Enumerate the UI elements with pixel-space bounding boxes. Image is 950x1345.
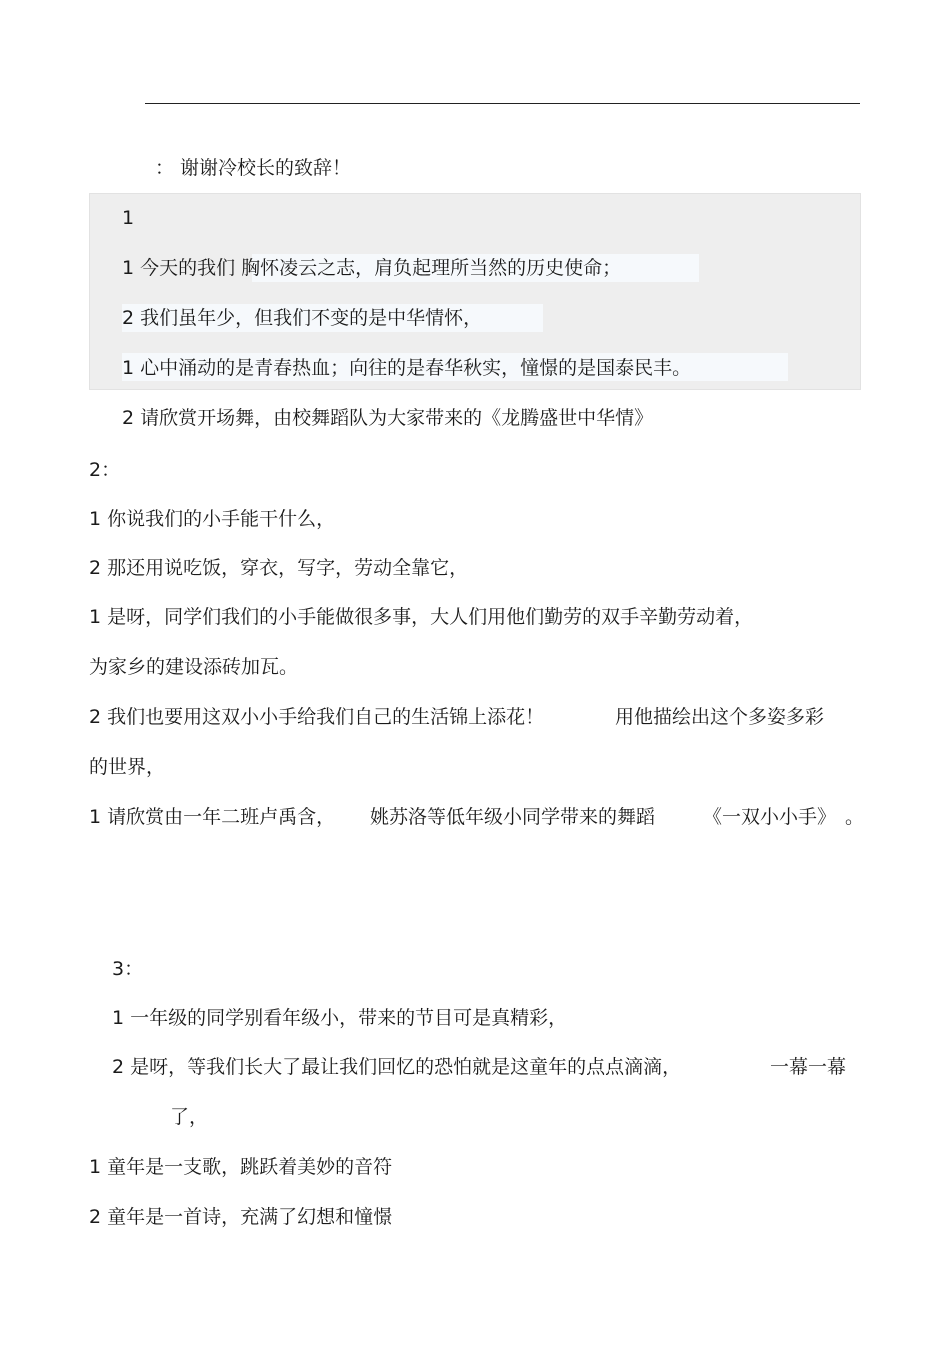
section2-line-7c: 《一双小小手》: [703, 806, 837, 828]
section1-closing-line: 2 请欣赏开场舞，由校舞蹈队为大家带来的《龙腾盛世中华情》: [122, 407, 654, 429]
section3-line-1: 1 一年级的同学别看年级小，带来的节目可是真精彩，: [112, 1007, 568, 1029]
section2-line-7d: 。: [845, 806, 865, 828]
box-line-1: [122, 256, 621, 280]
box-line-3: 1 心中涌动的是青春热血；向往的是春华秋实，憧憬的是国泰民丰。: [122, 357, 692, 379]
thanks-line: ： 谢谢冷校长的致辞！: [155, 157, 352, 179]
box-line-2: 2 我们虽年少，但我们不变的是中华情怀，: [122, 307, 483, 329]
section3-line-3: 了，: [170, 1106, 209, 1128]
box-number: 1: [122, 207, 135, 229]
section2-heading: 2：: [89, 459, 121, 481]
section2-line-7b: 姚苏洛等低年级小同学带来的舞蹈: [370, 806, 656, 828]
section2-line-5a: 2 我们也要用这双小小手给我们自己的生活锦上添花！: [89, 706, 545, 728]
box-line-1-a: 1 今天的我们: [122, 257, 242, 279]
section2-line-5b: 用他描绘出这个多姿多彩: [615, 706, 825, 728]
section2-line-6: 的世界，: [89, 756, 166, 778]
section2-line-7a: 1 请欣赏由一年二班卢禹含，: [89, 806, 336, 828]
box-line-1-b: 胸怀凌云之志，肩负起理所当然的历史使命；: [241, 257, 622, 279]
section3-line-2a: 2 是呀，等我们长大了最让我们回忆的恐怕就是这童年的点点滴滴，: [112, 1056, 682, 1078]
section3-line-5: 2 童年是一首诗，充满了幻想和憧憬: [89, 1206, 393, 1228]
section3-line-4: 1 童年是一支歌，跳跃着美妙的音符: [89, 1156, 393, 1178]
section3-heading: 3：: [112, 958, 144, 980]
section3-line-2b: 一幕一幕: [770, 1056, 847, 1078]
section2-line-4: 为家乡的建设添砖加瓦。: [89, 656, 299, 678]
section2-line-1: 1 你说我们的小手能干什么，: [89, 508, 336, 530]
section2-line-2: 2 那还用说吃饭，穿衣，写字，劳动全靠它，: [89, 557, 469, 579]
header-rule: [145, 103, 860, 104]
section2-line-3: 1 是呀，同学们我们的小手能做很多事，大人们用他们勤劳的双手辛勤劳动着，: [89, 606, 754, 628]
